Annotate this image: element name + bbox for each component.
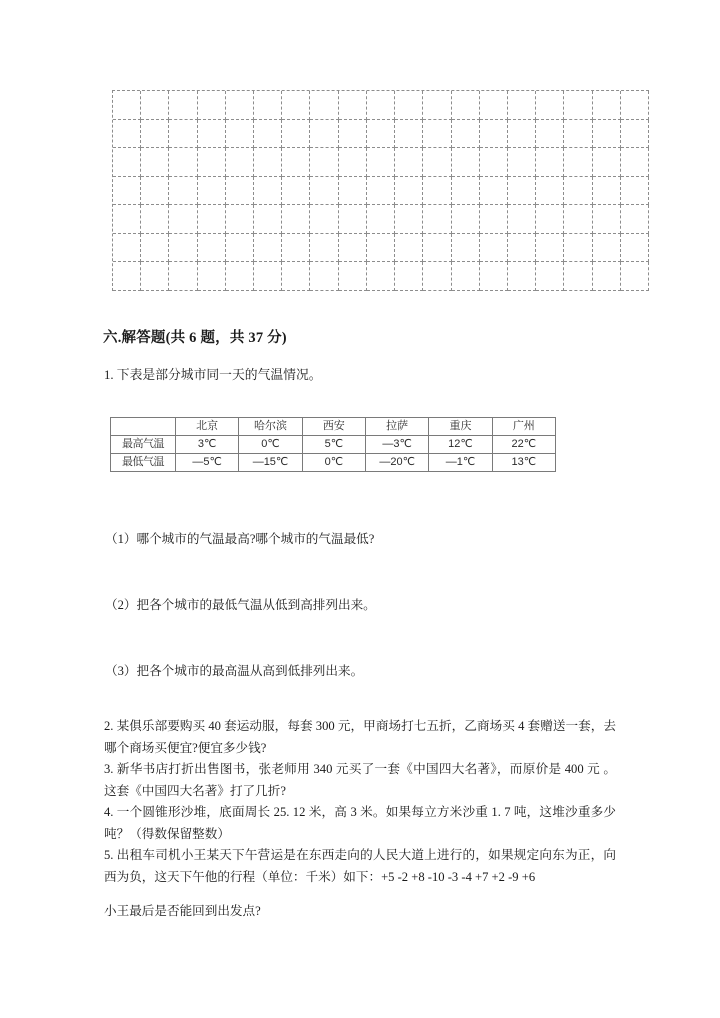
table-cell: 13℃ <box>492 454 555 472</box>
problem-2: 2. 某俱乐部要购买 40 套运动服，每套 300 元，甲商场打七五折，乙商场买 4 套赠送一套，去哪个商场买便宜?便宜多少钱? <box>104 719 616 755</box>
grid-cell <box>169 177 197 206</box>
grid-cell <box>423 205 451 234</box>
grid-cell <box>593 177 621 206</box>
grid-cell <box>395 120 423 149</box>
question-1-sub-3: （3）把各个城市的最高温从高到低排列出来。 <box>105 664 364 678</box>
grid-cell <box>113 148 141 177</box>
grid-cell <box>480 91 508 120</box>
grid-cell <box>310 91 338 120</box>
grid-cell <box>141 262 169 291</box>
grid-cell <box>536 120 564 149</box>
table-header-row <box>111 418 556 436</box>
grid-cell <box>113 177 141 206</box>
grid-cell <box>339 177 367 206</box>
grid-cell <box>395 177 423 206</box>
grid-cell <box>226 234 254 263</box>
grid-cell <box>536 91 564 120</box>
grid-cell <box>564 148 592 177</box>
table-cell: —1℃ <box>429 454 492 472</box>
grid-cell <box>452 148 480 177</box>
grid-cell <box>508 91 536 120</box>
blank-answer-grid <box>112 90 649 291</box>
table-corner-cell <box>111 418 176 436</box>
grid-cell <box>226 148 254 177</box>
problem-list <box>104 716 616 888</box>
grid-cell <box>395 91 423 120</box>
grid-cell <box>508 177 536 206</box>
grid-cell <box>367 91 395 120</box>
grid-cell <box>593 91 621 120</box>
grid-cell <box>282 234 310 263</box>
grid-cell <box>254 262 282 291</box>
question-1-sub-1: （1）哪个城市的气温最高?哪个城市的气温最低? <box>105 532 375 546</box>
grid-cell <box>367 148 395 177</box>
grid-cell <box>141 177 169 206</box>
grid-cell <box>198 205 226 234</box>
grid-cell <box>536 148 564 177</box>
table-row <box>111 436 556 454</box>
grid-cell <box>621 148 649 177</box>
grid-cell <box>282 91 310 120</box>
grid-cell <box>452 177 480 206</box>
grid-cell <box>254 205 282 234</box>
grid-cell <box>198 91 226 120</box>
grid-cell <box>508 148 536 177</box>
grid-cell <box>367 262 395 291</box>
problem-4: 4. 一个圆锥形沙堆，底面周长 25. 12 米，高 3 米。如果每立方米沙重 1. 7 吨，这堆沙重多少吨？（得数保留整数） <box>104 805 616 841</box>
grid-cell <box>310 234 338 263</box>
grid-cell <box>423 234 451 263</box>
grid-cell <box>536 262 564 291</box>
grid-cell <box>564 234 592 263</box>
grid-cell <box>395 262 423 291</box>
temperature-table-head <box>111 418 556 436</box>
grid-cell <box>169 262 197 291</box>
table-col-header: 拉萨 <box>365 418 428 436</box>
grid-cell <box>226 262 254 291</box>
grid-cell <box>339 205 367 234</box>
grid-cell <box>423 148 451 177</box>
grid-cell <box>141 148 169 177</box>
grid-cell <box>480 120 508 149</box>
grid-cell <box>254 234 282 263</box>
table-cell: —5℃ <box>176 454 239 472</box>
grid-cell <box>508 205 536 234</box>
grid-cell <box>564 91 592 120</box>
grid-cell <box>536 205 564 234</box>
table-col-header: 北京 <box>176 418 239 436</box>
table-cell: 0℃ <box>302 454 365 472</box>
grid-cell <box>508 262 536 291</box>
grid-cell <box>480 177 508 206</box>
grid-cell <box>564 205 592 234</box>
table-col-header: 重庆 <box>429 418 492 436</box>
table-row-label: 最低气温 <box>111 454 176 472</box>
temperature-table <box>110 417 556 472</box>
grid-cell <box>621 120 649 149</box>
grid-cell <box>141 91 169 120</box>
closing-question: 小王最后是否能回到出发点? <box>104 904 261 918</box>
grid-cell <box>141 205 169 234</box>
grid-cell <box>254 91 282 120</box>
grid-cell <box>198 234 226 263</box>
grid-cell <box>593 262 621 291</box>
table-row <box>111 454 556 472</box>
temperature-table-body <box>111 436 556 472</box>
grid-cell <box>282 177 310 206</box>
grid-cell <box>395 205 423 234</box>
grid-cell <box>423 120 451 149</box>
grid-cell <box>621 262 649 291</box>
question-1-stem: 1. 下表是部分城市同一天的气温情况。 <box>104 368 322 382</box>
grid-cell <box>593 205 621 234</box>
grid-cell <box>452 262 480 291</box>
grid-cell <box>226 205 254 234</box>
grid-cell <box>282 120 310 149</box>
grid-cell <box>169 91 197 120</box>
grid-cell <box>141 120 169 149</box>
grid-cell <box>480 148 508 177</box>
grid-cell <box>226 91 254 120</box>
grid-cell <box>452 91 480 120</box>
table-cell: 12℃ <box>429 436 492 454</box>
grid-cell <box>508 120 536 149</box>
grid-cell <box>593 120 621 149</box>
grid-cell <box>169 148 197 177</box>
table-cell: 5℃ <box>302 436 365 454</box>
grid-cell <box>339 120 367 149</box>
table-cell: —3℃ <box>365 436 428 454</box>
grid-cell <box>254 120 282 149</box>
question-1-sub-2: （2）把各个城市的最低气温从低到高排列出来。 <box>105 598 376 612</box>
table-col-header: 广州 <box>492 418 555 436</box>
grid-cell <box>198 262 226 291</box>
grid-cell <box>198 177 226 206</box>
grid-cell <box>593 234 621 263</box>
grid-cell <box>282 205 310 234</box>
grid-cell <box>141 234 169 263</box>
grid-cell <box>169 120 197 149</box>
grid-cell <box>480 262 508 291</box>
grid-cell <box>310 120 338 149</box>
grid-cell <box>339 262 367 291</box>
grid-cell <box>564 177 592 206</box>
grid-cell <box>621 177 649 206</box>
table-cell: 3℃ <box>176 436 239 454</box>
grid-cell <box>452 205 480 234</box>
grid-cell <box>367 205 395 234</box>
grid-cell <box>310 148 338 177</box>
grid-cell <box>198 148 226 177</box>
section-heading: 六.解答题(共 6 题，共 37 分) <box>103 330 287 346</box>
grid-cell <box>423 177 451 206</box>
grid-cell <box>339 91 367 120</box>
grid-cell <box>395 148 423 177</box>
table-cell: —20℃ <box>365 454 428 472</box>
grid-cell <box>226 120 254 149</box>
grid-cell <box>621 205 649 234</box>
grid-cell <box>113 91 141 120</box>
grid-cell <box>169 234 197 263</box>
grid-cell <box>113 234 141 263</box>
problem-3: 3. 新华书店打折出售图书，张老师用 340 元买了一套《中国四大名著》，而原价是 400 元 。这套《中国四大名著》打了几折? <box>104 762 616 798</box>
grid-cell <box>310 205 338 234</box>
grid-cell <box>226 177 254 206</box>
grid-cell <box>282 148 310 177</box>
grid-cell <box>621 234 649 263</box>
grid-cell <box>423 91 451 120</box>
table-cell: 22℃ <box>492 436 555 454</box>
table-col-header: 西安 <box>302 418 365 436</box>
grid-cell <box>423 262 451 291</box>
grid-cell <box>536 177 564 206</box>
grid-cell <box>564 120 592 149</box>
grid-cell <box>169 205 197 234</box>
grid-cell <box>310 262 338 291</box>
grid-cell <box>367 177 395 206</box>
table-cell: —15℃ <box>239 454 302 472</box>
grid-cell <box>254 148 282 177</box>
grid-cell <box>310 177 338 206</box>
grid-cell <box>113 205 141 234</box>
grid-cell <box>113 262 141 291</box>
table-col-header: 哈尔滨 <box>239 418 302 436</box>
grid-cell <box>536 234 564 263</box>
grid-cell <box>367 234 395 263</box>
grid-cell <box>564 262 592 291</box>
grid-cell <box>367 120 395 149</box>
grid-cell <box>339 234 367 263</box>
grid-cell <box>198 120 226 149</box>
grid-cell <box>452 234 480 263</box>
grid-cell <box>480 234 508 263</box>
table-row-label: 最高气温 <box>111 436 176 454</box>
grid-cell <box>452 120 480 149</box>
grid-cell <box>593 148 621 177</box>
grid-cell <box>621 91 649 120</box>
table-cell: 0℃ <box>239 436 302 454</box>
grid-cell <box>282 262 310 291</box>
grid-cell <box>339 148 367 177</box>
grid-cell <box>113 120 141 149</box>
grid-cell <box>254 177 282 206</box>
problem-5: 5. 出租车司机小王某天下午营运是在东西走向的人民大道上进行的，如果规定向东为正，向西为负，这天下午他的行程（单位：千米）如下：+5 -2 +8 -10 -3 -4 +7 +2 -9 +6 <box>104 848 616 884</box>
grid-cell <box>480 205 508 234</box>
grid-cell <box>395 234 423 263</box>
grid-cell <box>508 234 536 263</box>
